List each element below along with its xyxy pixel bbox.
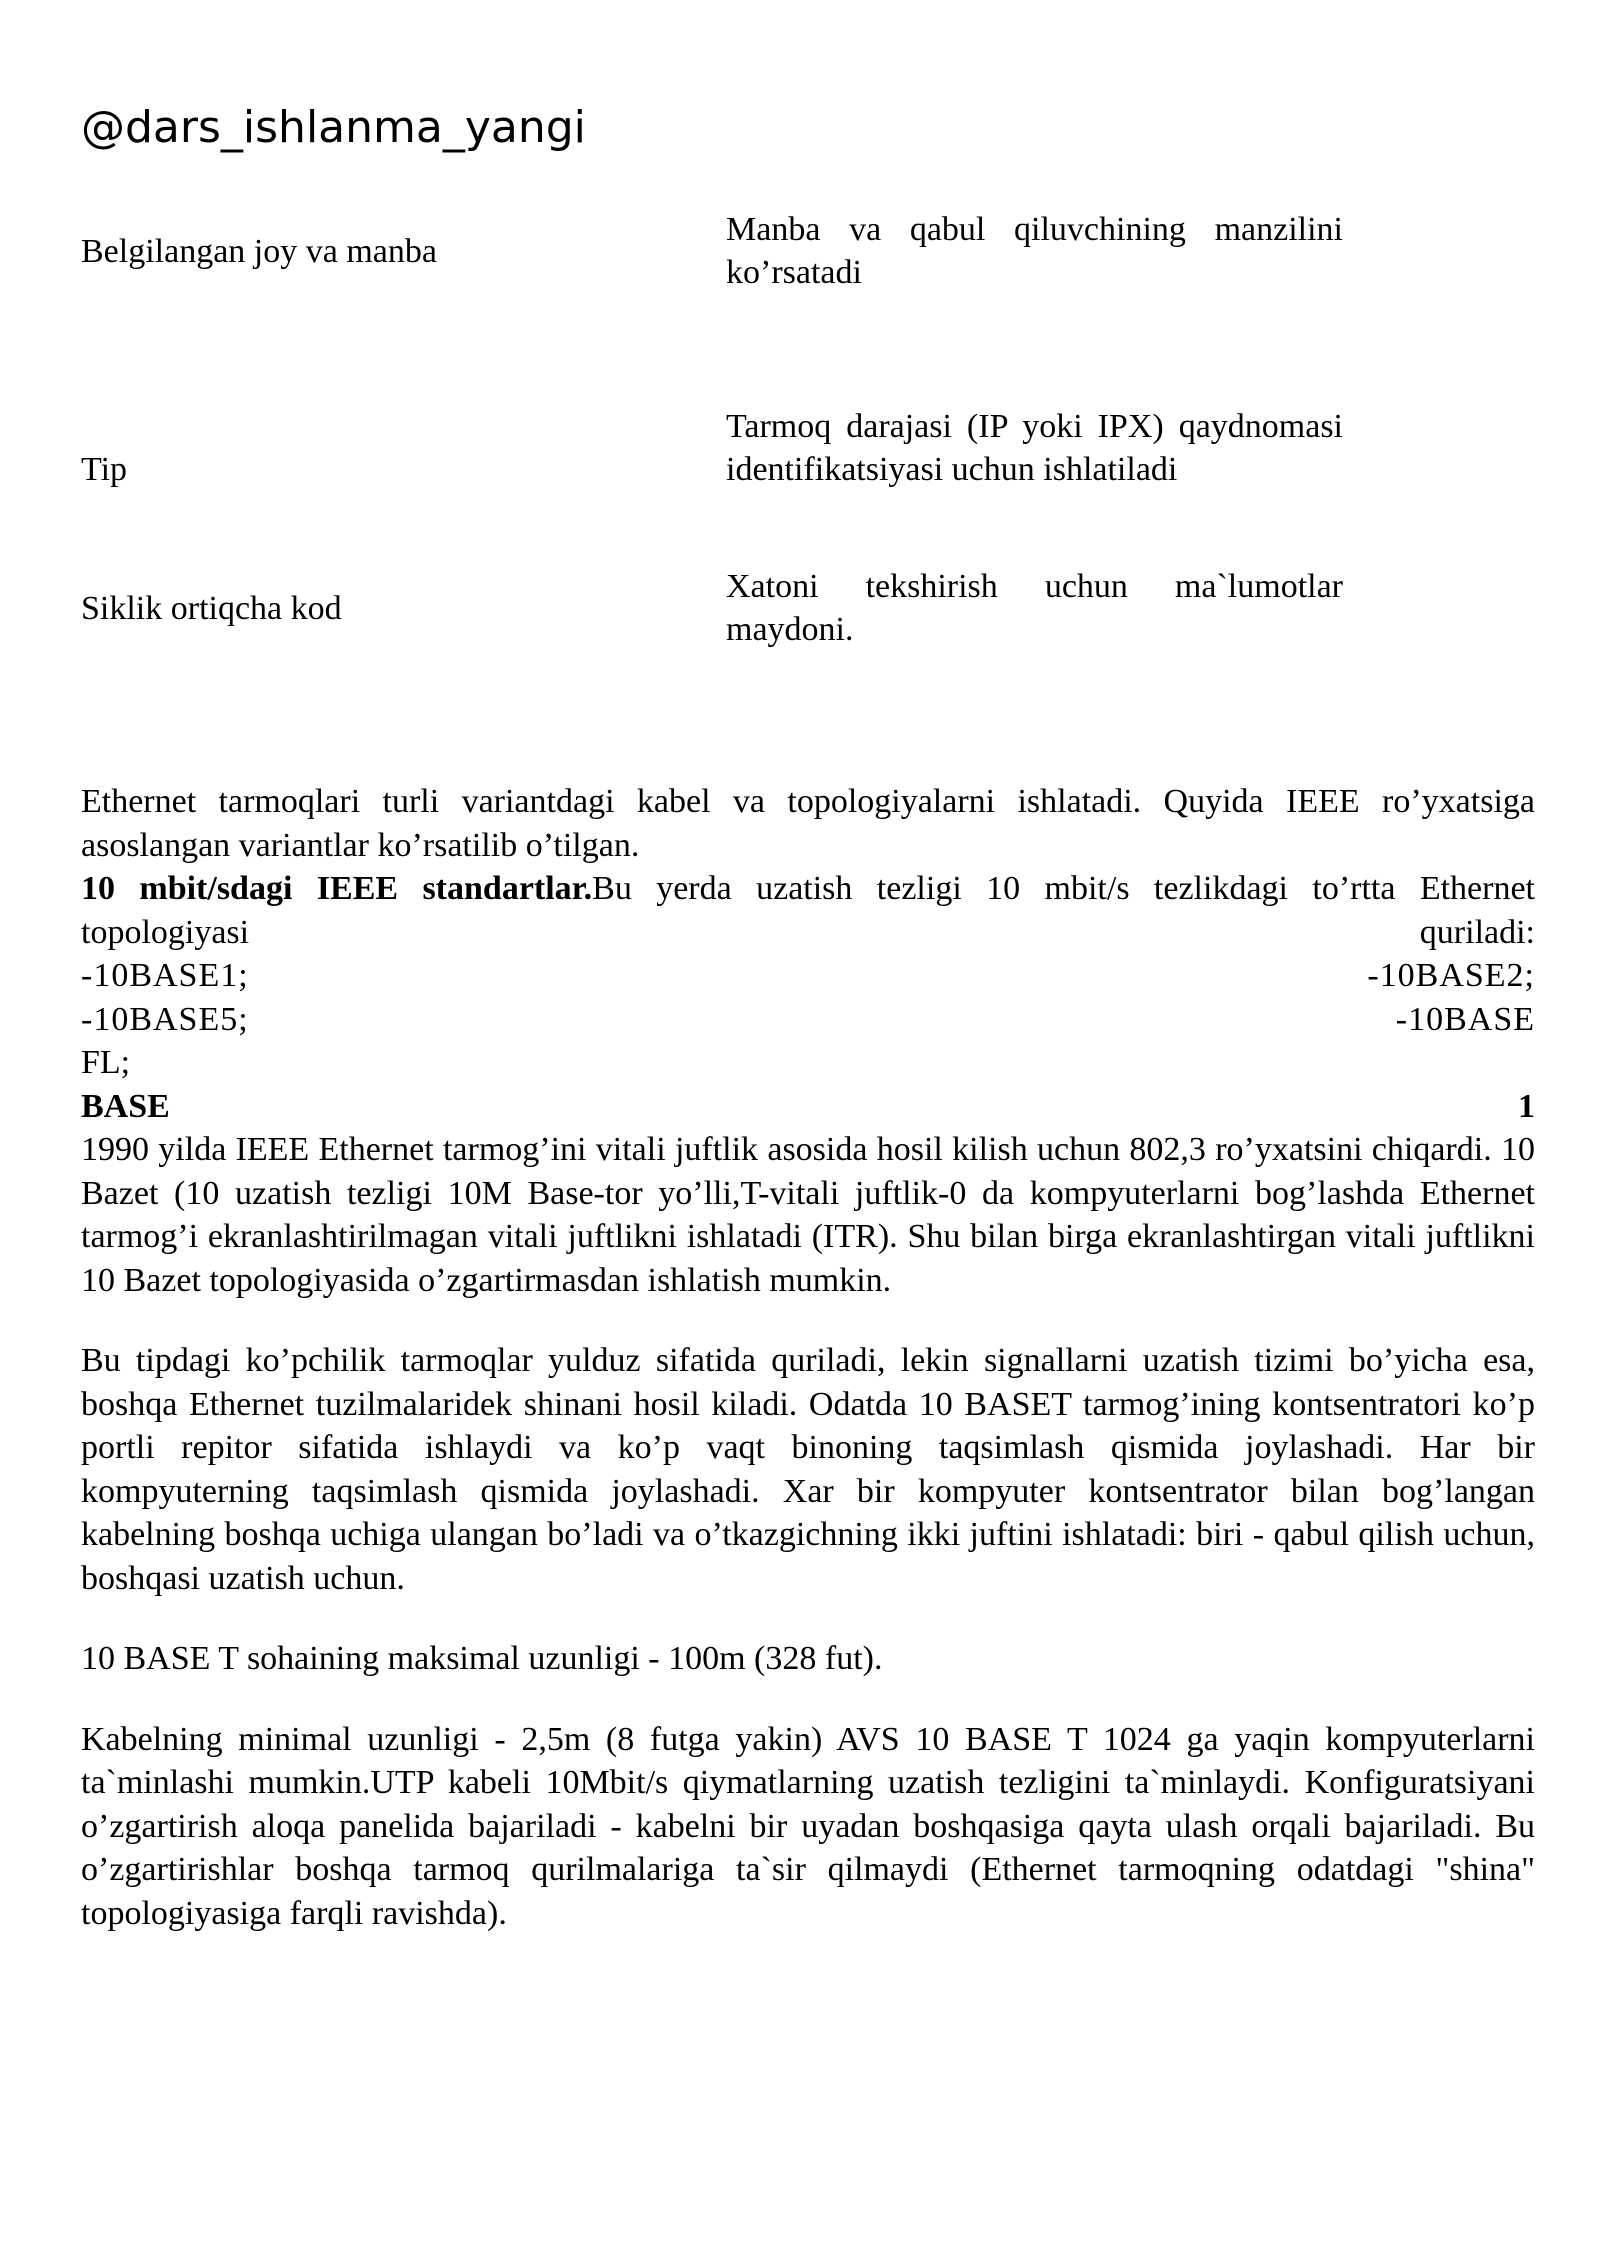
field-description: Xatoni tekshirish uchun ma`lumotlar maydoni. bbox=[726, 568, 1343, 648]
paragraph-2: Bu tipdagi ko’pchilik tarmoqlar yulduz sifatida quriladi, lekin signallarni uzatish tizimi bo’yicha esa, boshqa Ethernet tuzilmalaridek shinani hosil kiladi. Odatda 10 BASET tarmog’ining kontsentratori ko’p portli repitor sifatida ishlaydi va ko’p vaqt binoning taqsimlash qismida joylashadi. Har bir kompyuterning taqsimlash qismida joylashadi. Xar bir kompyuter kontsentrator bilan bog’langan kabelning boshqa uchiga ulangan bo’ladi va o’tkazgichning ikki juftini ishlatadi: biri - qabul qilish uchun, boshqasi uzatish uchun. bbox=[81, 1342, 1535, 1597]
field-name: Belgilangan joy va manba bbox=[81, 233, 437, 270]
field-description: Tarmoq darajasi (IP yoki IPX) qaydnomasi identifikatsiyasi uchun ishlatiladi bbox=[726, 408, 1343, 488]
field-name: Siklik ortiqcha kod bbox=[81, 590, 342, 627]
paragraph-3: 10 BASE T sohaining maksimal uzunligi - 100m (328 fut). bbox=[81, 1640, 883, 1677]
body-text bbox=[81, 780, 1535, 1935]
standards-paragraph bbox=[81, 867, 1535, 954]
variant-item-continuation: FL; bbox=[81, 1044, 131, 1081]
variant-item: -10BASE2; bbox=[1367, 957, 1535, 994]
standards-text: Bu yerda uzatish tezligi 10 mbit/s tezlikdagi to’rtta Ethernet topologiyasi bbox=[81, 870, 1535, 951]
variant-item: -10BASE5; bbox=[81, 1000, 249, 1038]
intro-paragraph: Ethernet tarmoqlari turli variantdagi kabel va topologiyalarni ishlatadi. Quyida IEEE ro’yxatsiga asoslangan variantlar ko’rsatilib o’tilgan. bbox=[81, 783, 1535, 864]
variant-item: -10BASE bbox=[1395, 1000, 1535, 1038]
paragraph-4: Kabelning minimal uzunligi - 2,5m (8 futga yakin) AVS 10 BASE T 1024 ga yaqin kompyuterlarni ta`minlashi mumkin.UTP kabeli 10Mbit/s qiymatlarning uzatish tezligini ta`minlaydi. Konfiguratsiyani o’zgartirish aloqa panelida bajariladi - kabelni bir uyadan boshqasiga qayta ulash orqali bajariladi. Bu o’zgartirishlar boshqa tarmoq qurilmalariga ta`sir qilmaydi (Ethernet tarmoqning odatdagi "shina" topologiyasiga farqli ravishda). bbox=[81, 1720, 1535, 1932]
field-description: Manba va qabul qiluvchining manzilini ko’rsatadi bbox=[726, 211, 1343, 291]
base-heading-number: 1 bbox=[1518, 1087, 1535, 1125]
base-heading-text: BASE bbox=[81, 1087, 170, 1125]
standards-text-end: quriladi: bbox=[1419, 913, 1535, 951]
variants-row-1 bbox=[81, 954, 1535, 998]
standards-heading: 10 mbit/sdagi IEEE standartlar. bbox=[81, 870, 593, 907]
variant-item: -10BASE1; bbox=[81, 957, 249, 994]
variants-row-2 bbox=[81, 998, 1535, 1042]
channel-handle: @dars_ishlanma_yangi bbox=[81, 102, 586, 153]
paragraph-1: 1990 yilda IEEE Ethernet tarmog’ini vitali juftlik asosida hosil kilish uchun 802,3 ro’yxatsini chiqardi. 10 Bazet (10 uzatish tezligi 10M Base-tor yo’lli,T-vitali juftlik-0 da kompyuterlarni bog’lashda Ethernet tarmog’i ekranlashtirilmagan vitali juftlikni ishlatadi (ITR). Shu bilan birga ekranlashtirgan vitali juftlikni 10 Bazet topologiyasida o’zgartirmasdan ishlatish mumkin. bbox=[81, 1131, 1535, 1299]
base-heading bbox=[81, 1085, 1535, 1129]
field-name: Tip bbox=[81, 451, 128, 488]
